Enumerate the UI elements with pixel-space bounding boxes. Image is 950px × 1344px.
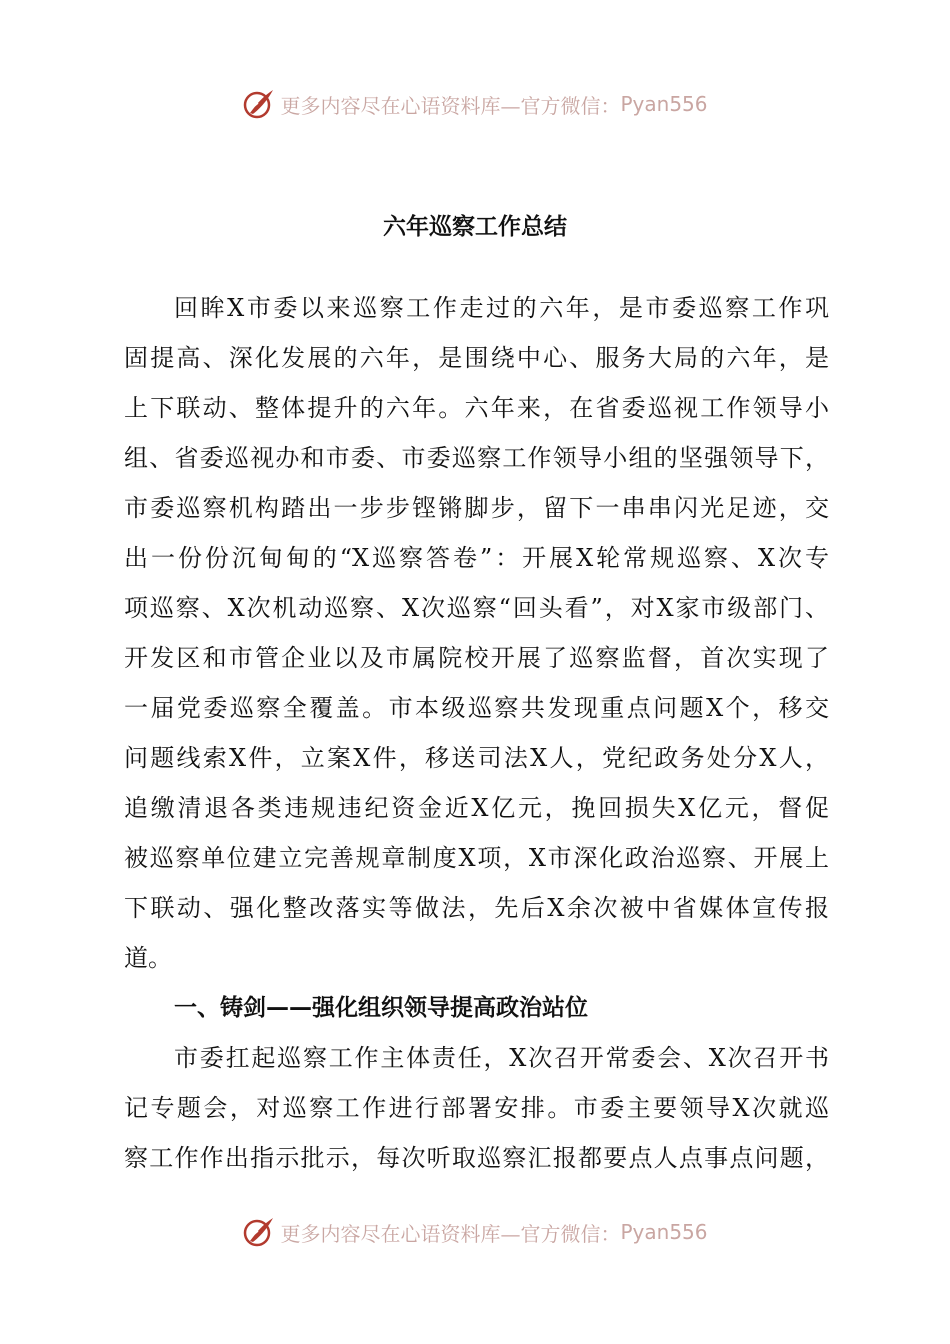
paragraph-line: 出一份份沉甸甸的“X巡察答卷”：开展X轮常规巡察、X次专: [124, 544, 829, 572]
document-title: 六年巡察工作总结: [383, 214, 567, 240]
header-watermark-wechat: Pyan556: [620, 92, 708, 116]
paragraph-line: 固提高、深化发展的六年，是围绕中心、服务大局的六年，是: [124, 344, 829, 372]
section-heading: 一、铸剑——强化组织领导提高政治站位: [174, 995, 588, 1021]
document-body: [124, 283, 829, 1183]
paragraph-line: 市委巡察机构踏出一步步铿锵脚步，留下一串串闪光足迹，交: [124, 494, 829, 522]
header-watermark-text: 更多内容尽在心语资料库—官方微信：: [280, 93, 621, 118]
footer-watermark-text: 更多内容尽在心语资料库—官方微信：: [280, 1221, 621, 1246]
paragraph-line: 市委扛起巡察工作主体责任，X次召开常委会、X次召开书: [174, 1044, 829, 1072]
paragraph-line: 追缴清退各类违规违纪资金近X亿元，挽回损失X亿元，督促: [124, 794, 829, 822]
paragraph-line: 被巡察单位建立完善规章制度X项，X市深化政治巡察、开展上: [124, 844, 829, 872]
paragraph-line: 一届党委巡察全覆盖。市本级巡察共发现重点问题X个，移交: [124, 694, 829, 722]
paragraph-line: 察工作作出指示批示，每次听取巡察汇报都要点人点事点问题，: [124, 1144, 829, 1172]
quill-logo-icon: [242, 1215, 276, 1249]
paragraph-line: 道。: [124, 944, 172, 972]
header-watermark: [0, 84, 950, 124]
paragraph-line: 回眸X市委以来巡察工作走过的六年，是市委巡察工作巩: [174, 294, 829, 322]
footer-watermark: [0, 1212, 950, 1252]
paragraph-line: 上下联动、整体提升的六年。六年来，在省委巡视工作领导小: [124, 394, 829, 422]
quill-logo-icon: [242, 87, 276, 121]
paragraph-line: 组、省委巡视办和市委、市委巡察工作领导小组的坚强领导下，: [124, 444, 829, 472]
paragraph-line: 项巡察、X次机动巡察、X次巡察“回头看”，对X家市级部门、: [124, 594, 829, 622]
paragraph-line: 问题线索X件，立案X件，移送司法X人，党纪政务处分X人，: [124, 744, 829, 772]
paragraph-line: 下联动、强化整改落实等做法，先后X余次被中省媒体宣传报: [124, 894, 829, 922]
paragraph-line: 开发区和市管企业以及市属院校开展了巡察监督，首次实现了: [124, 644, 829, 672]
paragraph-line: 记专题会，对巡察工作进行部署安排。市委主要领导X次就巡: [124, 1094, 829, 1122]
footer-watermark-wechat: Pyan556: [620, 1220, 708, 1244]
